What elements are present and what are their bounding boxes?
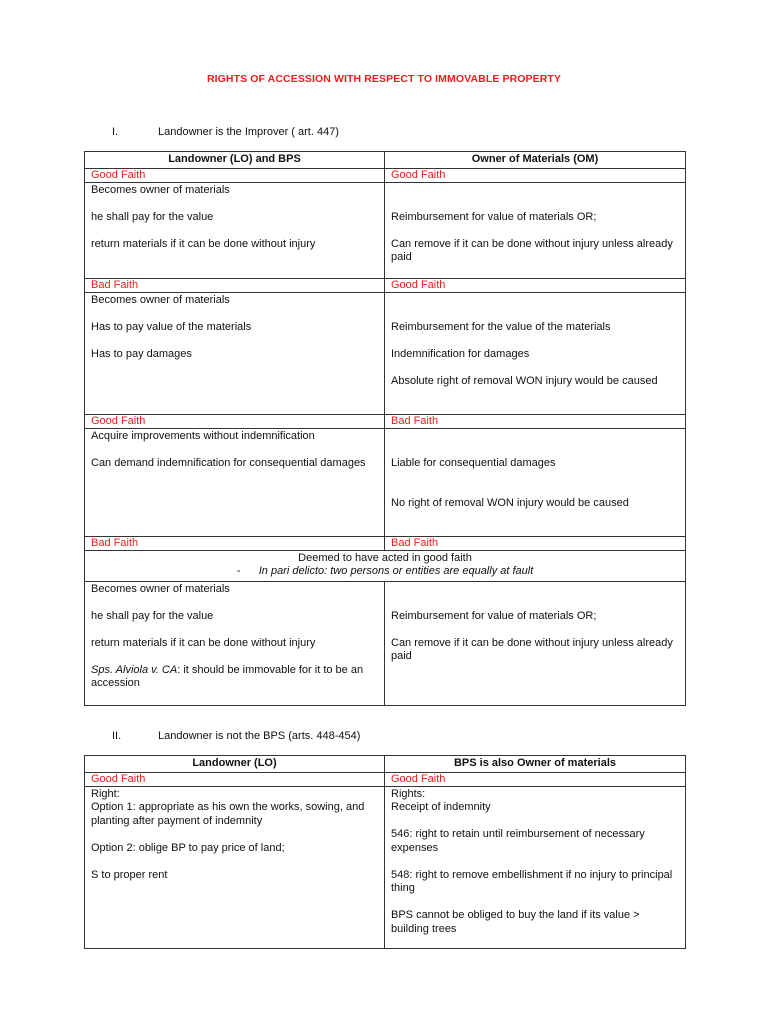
column-header: BPS is also Owner of materials — [385, 756, 686, 773]
merged-bullet — [91, 565, 679, 579]
section-number: II. — [112, 730, 122, 742]
cell-text: Option 2: oblige BP to pay price of land; — [91, 841, 285, 854]
faith-row — [85, 772, 686, 786]
cell-text: Option 1: appropriate as his own the works, sowing, and planting after payment of indemnity — [91, 801, 365, 827]
section-title: Landowner is the Improver ( art. 447) — [158, 126, 339, 138]
left-cell — [85, 786, 385, 948]
cell-text: Can demand indemnification for consequential damages — [91, 456, 366, 469]
cell-text: return materials if it can be done without injury — [91, 237, 316, 250]
accession-table-2 — [84, 755, 686, 949]
right-cell — [385, 581, 686, 705]
content-row — [85, 292, 686, 414]
content-row — [85, 786, 686, 948]
left-cell — [85, 428, 385, 536]
faith-row — [85, 414, 686, 428]
cell-text: Acquire improvements without indemnification — [91, 429, 315, 442]
page-title: RIGHTS OF ACCESSION WITH RESPECT TO IMMOVABLE PROPERTY — [206, 73, 562, 85]
section-1-heading — [112, 126, 339, 138]
right-cell — [385, 786, 686, 948]
merged-italic-text: In pari delicto: two persons or entities are equally at fault — [258, 565, 534, 577]
cell-text: Has to pay damages — [91, 347, 192, 360]
cell-text: Can remove if it can be done without injury unless already paid — [391, 636, 673, 662]
left-cell — [85, 581, 385, 705]
cell-text: he shall pay for the value — [91, 210, 214, 223]
merged-cell — [85, 550, 686, 581]
faith-label: Bad Faith — [385, 536, 686, 550]
right-cell — [385, 182, 686, 278]
column-header: Landowner (LO) — [85, 756, 385, 773]
cell-text: No right of removal WON injury would be caused — [391, 497, 629, 509]
section-number: I. — [112, 126, 119, 138]
case-note — [91, 664, 378, 691]
cell-text: he shall pay for the value — [91, 609, 214, 622]
section-title: Landowner is not the BPS (arts. 448-454) — [158, 730, 361, 742]
column-header: Owner of Materials (OM) — [385, 152, 686, 169]
faith-label: Bad Faith — [85, 278, 385, 292]
cell-text: return materials if it can be done without injury — [91, 636, 316, 649]
cell-text: 546: right to retain until reimbursement of necessary expenses — [391, 828, 645, 854]
accession-table-1 — [84, 151, 686, 706]
faith-row — [85, 536, 686, 550]
content-row — [85, 428, 686, 536]
faith-label: Good Faith — [385, 772, 686, 786]
column-header: Landowner (LO) and BPS — [85, 152, 385, 169]
faith-label: Good Faith — [85, 414, 385, 428]
cell-text: Indemnification for damages — [391, 347, 530, 360]
faith-label: Bad Faith — [85, 536, 385, 550]
merged-text: Deemed to have acted in good faith — [298, 551, 472, 564]
cell-text: S to proper rent — [91, 868, 168, 881]
cell-text: Reimbursement for the value of the materials — [391, 320, 611, 333]
merged-row — [85, 550, 686, 581]
cell-text: Receipt of indemnity — [391, 801, 491, 813]
cell-text: Absolute right of removal WON injury would be caused — [391, 374, 658, 387]
faith-label: Good Faith — [385, 168, 686, 182]
cell-text: 548: right to remove embellishment if no injury to principal thing — [391, 868, 673, 894]
faith-label: Good Faith — [385, 278, 686, 292]
faith-label: Bad Faith — [385, 414, 686, 428]
faith-label: Good Faith — [85, 772, 385, 786]
right-cell — [385, 428, 686, 536]
bullet-dash: - — [236, 565, 241, 577]
cell-text: Right: — [91, 787, 120, 800]
case-name: Sps. Alviola v. CA — [91, 663, 178, 676]
cell-text: Reimbursement for value of materials OR; — [391, 609, 597, 622]
table-header-row — [85, 756, 686, 773]
content-row — [85, 182, 686, 278]
content-row — [85, 581, 686, 705]
cell-text: Becomes owner of materials — [91, 293, 230, 306]
left-cell — [85, 182, 385, 278]
cell-text: Can remove if it can be done without injury unless already paid — [391, 237, 673, 263]
cell-text: Reimbursement for value of materials OR; — [391, 210, 597, 223]
cell-text: Rights: — [391, 787, 426, 800]
table-header-row — [85, 152, 686, 169]
faith-row — [85, 168, 686, 182]
cell-text: BPS cannot be obliged to buy the land if its value > building trees — [391, 909, 640, 935]
section-2-heading — [112, 730, 360, 742]
cell-text: Becomes owner of materials — [91, 582, 230, 595]
cell-text: Has to pay value of the materials — [91, 320, 252, 333]
left-cell — [85, 292, 385, 414]
right-cell — [385, 292, 686, 414]
faith-label: Good Faith — [85, 168, 385, 182]
faith-row — [85, 278, 686, 292]
case-text: : it should be immovable for it to be an accession — [91, 663, 364, 689]
cell-text: Becomes owner of materials — [91, 183, 230, 196]
cell-text: Liable for consequential damages — [391, 456, 556, 469]
